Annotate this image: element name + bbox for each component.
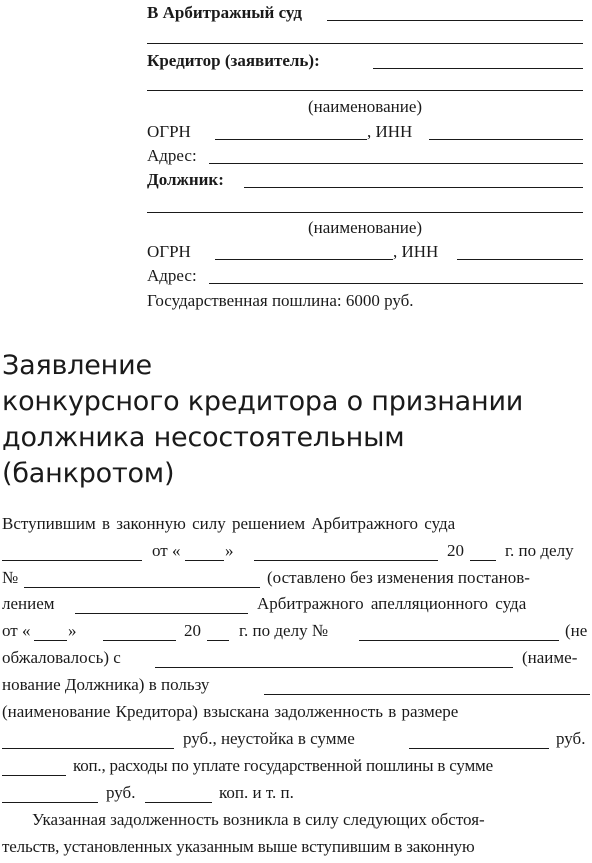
body-text: » xyxy=(225,541,234,560)
body-text: руб., неустойка в сумме xyxy=(183,729,355,748)
debtor-row xyxy=(147,168,583,192)
debtor-ogrn-label: ОГРН xyxy=(147,242,191,261)
title-line: (банкротом) xyxy=(2,458,175,489)
state-fee-row xyxy=(147,289,583,313)
court-name-blank xyxy=(327,20,583,21)
creditor-name-blank xyxy=(373,68,583,69)
title-line: конкурсного кредитора о признании xyxy=(2,386,524,417)
penalty-kopeks-blank xyxy=(2,775,66,776)
debtor-inn-blank xyxy=(457,259,583,260)
body-text: тельств, установленных указанным выше вступившим в законную xyxy=(2,837,475,856)
debtor-name-blank xyxy=(244,187,583,188)
case-number-blank xyxy=(24,587,260,588)
body-text: Арбитражного апелляционного суда xyxy=(257,594,527,613)
body-line xyxy=(2,783,590,809)
creditor-label: Кредитор (заявитель): xyxy=(147,51,320,70)
body-text: руб. xyxy=(556,729,586,748)
title-line: должника несостоятельным xyxy=(2,422,405,453)
creditor-address-row xyxy=(147,144,583,168)
body-text: нование Должника) в пользу xyxy=(2,675,210,694)
court-blank xyxy=(2,560,142,561)
creditor-name-blank xyxy=(264,694,590,695)
court-continuation-blank xyxy=(147,43,583,44)
body-text: 20 xyxy=(447,541,464,560)
fee-amount-blank xyxy=(2,802,98,803)
debtor-address-label: Адрес: xyxy=(147,266,197,285)
creditor-inn-label: , ИНН xyxy=(367,122,413,141)
body-text: г. по делу xyxy=(505,541,574,560)
case-number-blank xyxy=(359,640,559,641)
body-text: обжаловалось) с xyxy=(2,648,121,667)
appeal-court-blank xyxy=(75,613,248,614)
fee-kopeks-blank xyxy=(145,802,212,803)
title-line: Заявление xyxy=(2,350,152,381)
body-line xyxy=(2,675,590,701)
creditor-ogrn-row xyxy=(147,120,583,144)
body-text: Указанная задолженность возникла в силу следующих обстоя- xyxy=(32,810,485,829)
body-text: (не xyxy=(565,621,588,640)
body-line xyxy=(2,810,590,836)
creditor-row xyxy=(147,49,583,73)
debtor-name-blank xyxy=(155,667,513,668)
day-blank xyxy=(185,560,224,561)
debtor-ogrn-row xyxy=(147,240,583,264)
body-line xyxy=(2,648,590,674)
body-line xyxy=(2,837,590,863)
penalty-amount-blank xyxy=(409,748,549,749)
debtor-label: Должник: xyxy=(147,170,224,189)
creditor-address-blank xyxy=(209,163,583,164)
year-blank xyxy=(207,640,229,641)
court-continuation-row xyxy=(147,27,583,51)
body-line xyxy=(2,702,590,728)
body-text: коп., расходы по уплате государственной пошлины в сумме xyxy=(73,756,493,775)
body-text: 20 xyxy=(184,621,201,640)
debtor-inn-label: , ИНН xyxy=(393,242,439,261)
creditor-address-label: Адрес: xyxy=(147,146,197,165)
debt-amount-blank xyxy=(2,748,174,749)
court-row xyxy=(147,1,583,25)
body-line xyxy=(2,568,590,594)
creditor-ogrn-label: ОГРН xyxy=(147,122,191,141)
creditor-caption-row xyxy=(147,95,583,119)
body-line xyxy=(2,621,590,647)
body-text: » xyxy=(68,621,77,640)
debtor-caption: (наименование) xyxy=(307,218,423,237)
year-blank xyxy=(470,560,496,561)
debtor-address-blank xyxy=(209,283,583,284)
body-line xyxy=(2,729,590,755)
body-text: № xyxy=(2,568,19,587)
debtor-continuation-row xyxy=(147,193,583,217)
month-blank xyxy=(103,640,176,641)
body-text: лением xyxy=(2,594,55,613)
creditor-inn-blank xyxy=(429,139,583,140)
body-text: (наименование Кредитора) взыскана задолженность в размере xyxy=(2,702,459,721)
debtor-caption-row xyxy=(147,216,583,240)
creditor-continuation-row xyxy=(147,73,583,97)
day-blank xyxy=(34,640,67,641)
debtor-ogrn-blank xyxy=(215,259,393,260)
body-line xyxy=(2,594,590,620)
debtor-address-row xyxy=(147,264,583,288)
court-label: В Арбитражный суд xyxy=(147,3,302,22)
body-text: руб. xyxy=(106,783,136,802)
body-text: Вступившим в законную силу решением Арбитражного суда xyxy=(2,514,456,533)
body-text: от « xyxy=(152,541,181,560)
creditor-caption: (наименование) xyxy=(307,97,423,116)
body-line xyxy=(2,514,590,540)
body-text: коп. и т. п. xyxy=(219,783,294,802)
body-text: (наиме- xyxy=(522,648,578,667)
body-text: (оставлено без изменения постанов- xyxy=(267,568,530,587)
creditor-continuation-blank xyxy=(147,90,583,91)
body-line xyxy=(2,756,590,782)
body-text: от « xyxy=(2,621,31,640)
body-line xyxy=(2,541,590,567)
month-blank xyxy=(254,560,438,561)
state-fee-text: Государственная пошлина: 6000 руб. xyxy=(147,291,414,310)
body-text: г. по делу № xyxy=(239,621,329,640)
debtor-continuation-blank xyxy=(147,212,583,213)
document-title xyxy=(2,348,590,492)
creditor-ogrn-blank xyxy=(215,139,367,140)
